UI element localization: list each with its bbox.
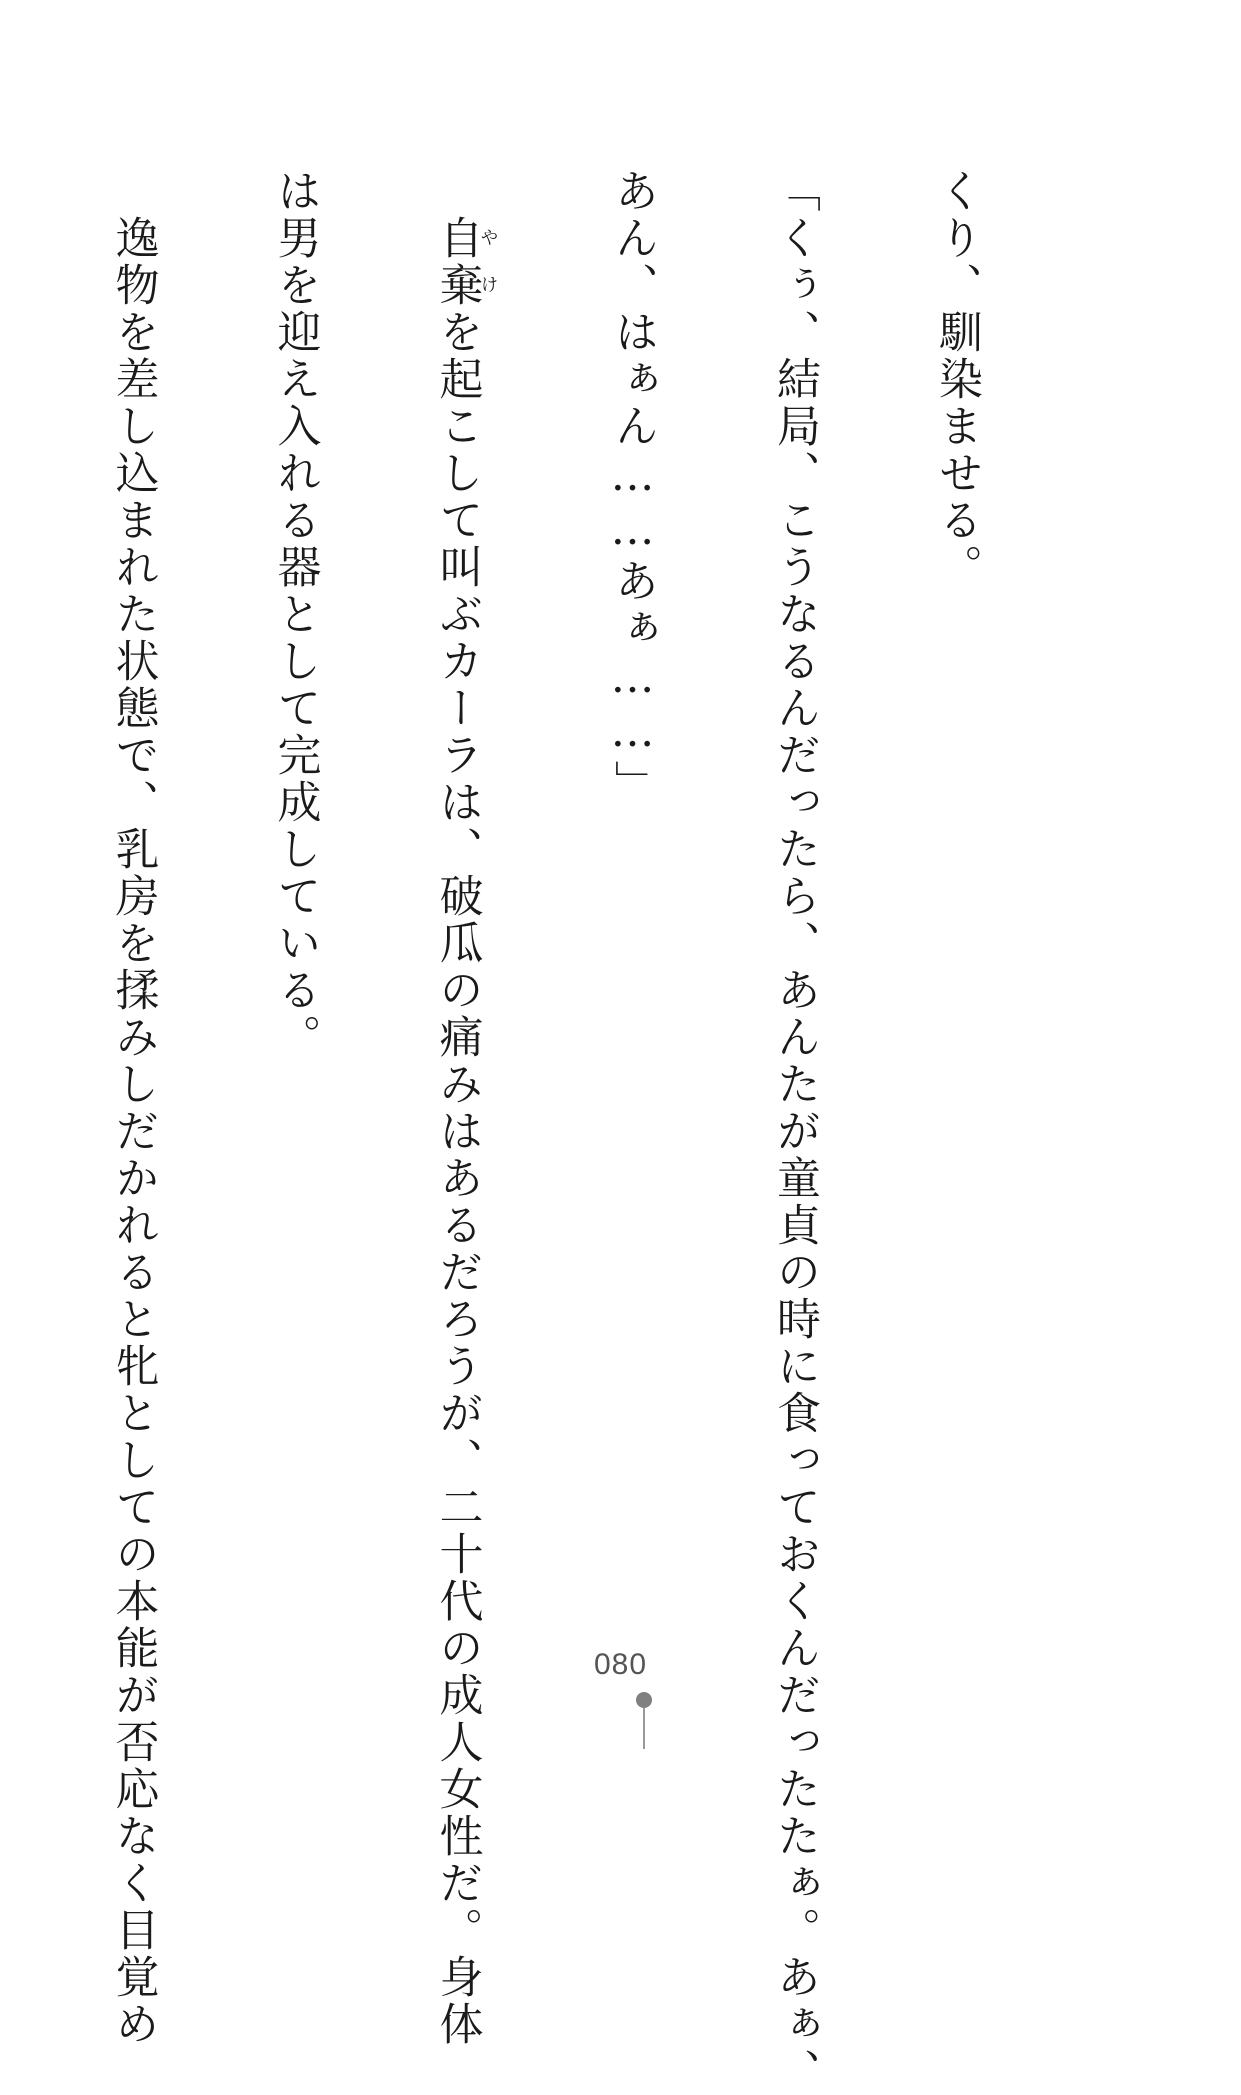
text-line: 「くぅ、結局、こうなるんだったら、あんたが童貞の時に食っておくんだったたぁ。あぁ、 <box>769 168 820 2095</box>
text-line-rest: を起こして叫ぶカーラは、破瓜の痛みはあるだろうが、二十代の成人女性だ。身体 <box>431 309 483 2048</box>
text-line: は男を迎え入れる器として完成している。 <box>269 168 321 1061</box>
ruby-reading: やけ <box>477 215 499 309</box>
page-marker-line <box>643 1708 645 1749</box>
text-line-with-ruby <box>430 168 499 2048</box>
ruby-base: 自棄 <box>431 215 483 309</box>
page-marker-dot <box>636 1692 652 1708</box>
text-line: くり、馴染ませる。 <box>931 168 982 591</box>
text-line: あん、はぁん……あぁ……」 <box>607 168 658 807</box>
ruby-annotation <box>431 215 499 309</box>
text-line: 逸物を差し込まれた状態で、乳房を揉みしだかれると牝としての本能が否応なく目覚め <box>107 168 159 2048</box>
page-number: 080 <box>593 1648 648 1681</box>
